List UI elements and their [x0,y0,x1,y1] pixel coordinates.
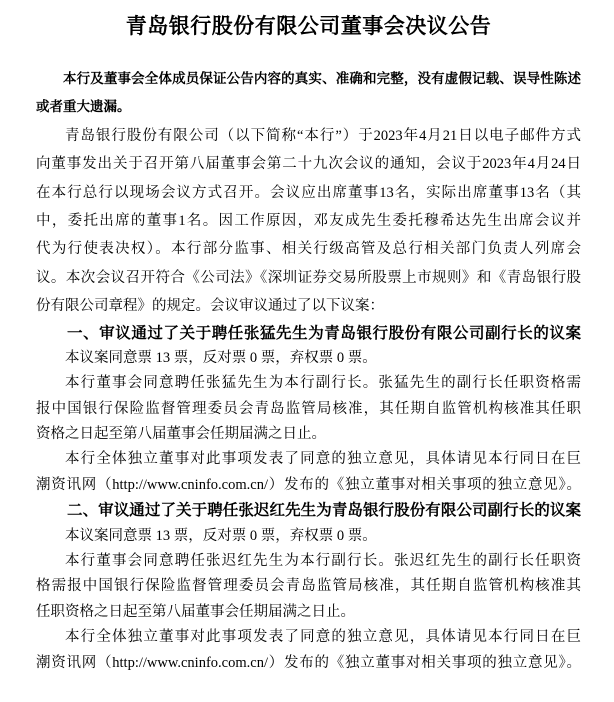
resolution-detail-paragraph [36,371,581,447]
vote-result-line: 本议案同意票 13 票，反对票 0 票，弃权票 0 票。 [65,527,377,544]
resolution-detail-paragraph [36,549,581,625]
disclaimer-line: 或者重大遗漏。 [36,99,131,115]
resolution-detail-line: 格需报中国银行保险监督管理委员会青岛监管局核准，其任期自监管机构核准其 [36,578,581,595]
independent-opinion-paragraph [36,447,581,498]
resolution-detail-line: 资格之日起至第八届董事会任期届满之日止。 [36,426,326,443]
intro-line: 青岛银行股份有限公司（以下简称“本行”）于2023年4月21日以电子邮件方式 [65,127,581,144]
intro-paragraph [36,122,581,321]
section-1-heading: 一、审议通过了关于聘任张猛先生为青岛银行股份有限公司副行长的议案 [67,324,581,342]
independent-opinion-paragraph [36,625,581,676]
disclaimer-line: 本行及董事会全体成员保证公告内容的真实、准确和完整，没有虚假记载、误导性陈述 [63,71,581,86]
resolution-detail-line: 报中国银行保险监督管理委员会青岛监管局核准，其任期自监管机构核准其任职 [36,400,581,417]
resolution-detail-line: 任职资格之日起至第八届董事会任期届满之日止。 [36,603,355,620]
section-1 [36,321,581,499]
resolution-detail-line: 本行董事会同意聘任张猛先生为本行副行长。张猛先生的副行长任职资格需 [65,375,581,392]
intro-line: 代为行使表决权）。本行部分监事、相关行级高管及总行相关部门负责人列席会 [36,241,581,258]
intro-line: 议。本次会议召开符合《公司法》《深圳证券交易所股票上市规则》和《青岛银行股 [36,269,581,286]
intro-block [36,65,581,321]
resolutions-block [36,321,581,676]
intro-line: 份有限公司章程》的规定。会议审议通过了以下议案： [36,298,384,315]
section-2-heading: 二、审议通过了关于聘任张迟红先生为青岛银行股份有限公司副行长的议案 [67,502,581,520]
document-content [36,0,581,676]
independent-opinion-line: 本行全体独立董事对此事项发表了同意的独立意见，具体请见本行同日在巨 [65,629,581,646]
independent-opinion-line: 潮资讯网（http://www.cninfo.com.cn/）发布的《独立董事对相关事项的独立意见》。 [36,654,581,671]
resolution-detail-line: 本行董事会同意聘任张迟红先生为本行副行长。张迟红先生的副行长任职资 [65,553,581,570]
intro-line: 中，委托出席的董事1名。因工作原因，邓友成先生委托穆希达先生出席会议并 [36,212,581,229]
section-2 [36,498,581,676]
independent-opinion-line: 潮资讯网（http://www.cninfo.com.cn/）发布的《独立董事对相关事项的独立意见》。 [36,476,581,493]
independent-opinion-line: 本行全体独立董事对此事项发表了同意的独立意见，具体请见本行同日在巨 [65,451,581,468]
disclaimer-paragraph [36,65,581,122]
intro-line: 向董事发出关于召开第八届董事会第二十九次会议的通知，会议于2023年4月24日 [36,156,581,173]
page-title: 青岛银行股份有限公司董事会决议公告 [125,15,492,38]
vote-result-line: 本议案同意票 13 票，反对票 0 票，弃权票 0 票。 [65,349,377,366]
intro-line: 在本行总行以现场会议方式召开。会议应出席董事13名，实际出席董事13名（其 [36,184,581,201]
